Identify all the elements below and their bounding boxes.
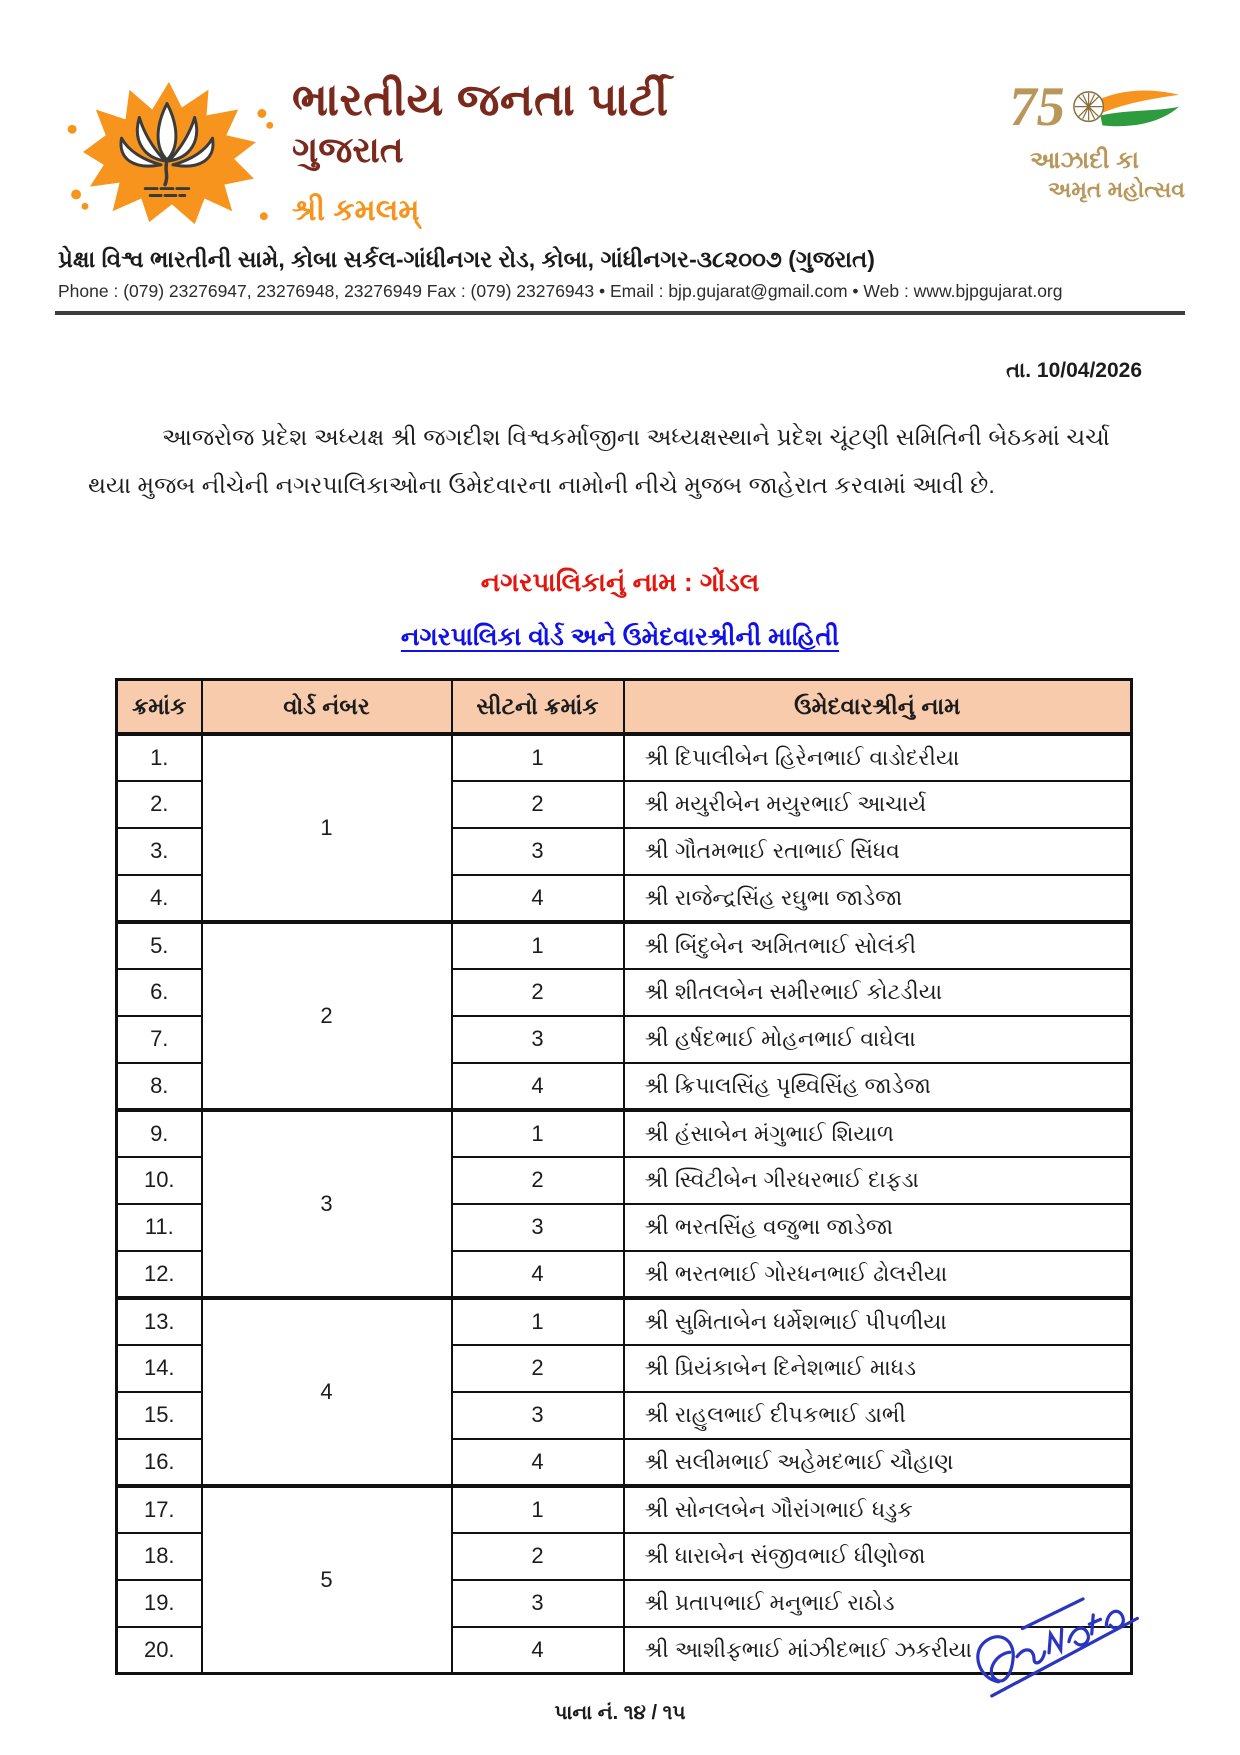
candidate-name-cell: શ્રી બિંદુબેન અમિતભાઈ સોલંકી bbox=[624, 922, 1132, 969]
candidate-name-cell: શ્રી સોનલબેન ગૌરાંગભાઈ ધડુક bbox=[624, 1486, 1132, 1533]
candidate-name-cell: શ્રી દિપાલીબેન હિરેનભાઈ વાડોદરીયા bbox=[624, 734, 1132, 781]
party-region: ગુજરાત bbox=[292, 129, 404, 171]
seat-number-cell: 3 bbox=[452, 1392, 624, 1439]
amrit-line1: આઝાદી કા bbox=[1029, 147, 1139, 174]
candidate-name-cell: શ્રી ભરતસિંહ વજુભા જાડેજા bbox=[624, 1204, 1132, 1251]
seat-number-cell: 3 bbox=[452, 1204, 624, 1251]
seat-number-cell: 1 bbox=[452, 922, 624, 969]
candidate-name-cell: શ્રી હંસાબેન મંગુભાઈ શિયાળ bbox=[624, 1110, 1132, 1157]
candidates-table-body bbox=[117, 734, 1132, 1674]
serial-cell: 17. bbox=[117, 1486, 202, 1533]
letterhead bbox=[0, 0, 1240, 236]
candidate-name-cell: શ્રી ભરતભાઈ ગોરધનભાઈ ઢોલરીયા bbox=[624, 1251, 1132, 1298]
table-row bbox=[117, 1110, 1132, 1157]
table-header-row bbox=[117, 680, 1132, 734]
seat-number-cell: 4 bbox=[452, 875, 624, 922]
candidate-name-cell: શ્રી આશીફભાઈ માંઝીદભાઈ ઝકરીયા bbox=[624, 1627, 1132, 1674]
seat-number-cell: 4 bbox=[452, 1063, 624, 1110]
serial-cell: 14. bbox=[117, 1345, 202, 1392]
seat-number-cell: 1 bbox=[452, 1110, 624, 1157]
seat-number-cell: 2 bbox=[452, 781, 624, 828]
seat-number-cell: 2 bbox=[452, 969, 624, 1016]
india-flag-chakra-icon bbox=[1067, 84, 1185, 145]
serial-cell: 7. bbox=[117, 1016, 202, 1063]
seat-number-cell: 4 bbox=[452, 1627, 624, 1674]
candidate-name-cell: શ્રી સલીમભાઈ અહેમદભાઈ ચૌહાણ bbox=[624, 1439, 1132, 1486]
candidate-name-cell: શ્રી રાજેન્દ્રસિંહ રઘુભા જાડેજા bbox=[624, 875, 1132, 922]
announcement-paragraph: આજરોજ પ્રદેશ અધ્યક્ષ શ્રી જગદીશ વિશ્વકર્માજીના અધ્યક્ષસ્થાને પ્રદેશ ચૂંટણી સમિતિની બેઠકમાં ચર્ચા થયા મુજબ નીચેની નગરપાલિકાઓના ઉમેદવારના નામોની નીચે મુજબ જાહેરાત કરવામાં આવી છે. bbox=[88, 424, 1110, 499]
candidate-name-cell: શ્રી પ્રિયંકાબેન દિનેશભાઈ માધડ bbox=[624, 1345, 1132, 1392]
header-seat-number: સીટનો ક્રમાંક bbox=[452, 680, 624, 734]
seat-number-cell: 1 bbox=[452, 1486, 624, 1533]
municipality-title: નગરપાલિકાનું નામ : ગોંડલ bbox=[480, 567, 760, 598]
serial-cell: 1. bbox=[117, 734, 202, 781]
serial-cell: 9. bbox=[117, 1110, 202, 1157]
date-line: તા. 10/04/2026 bbox=[1006, 359, 1142, 382]
amrit-line2: અમૃત મહોત્સવ bbox=[1048, 177, 1185, 202]
candidate-name-cell: શ્રી પ્રતાપભાઈ મનુભાઈ રાઠોડ bbox=[624, 1580, 1132, 1627]
serial-cell: 18. bbox=[117, 1533, 202, 1580]
serial-cell: 5. bbox=[117, 922, 202, 969]
table-row bbox=[117, 922, 1132, 969]
seat-number-cell: 3 bbox=[452, 1016, 624, 1063]
serial-cell: 19. bbox=[117, 1580, 202, 1627]
seat-number-cell: 2 bbox=[452, 1345, 624, 1392]
seat-number-cell: 4 bbox=[452, 1251, 624, 1298]
bjp-lotus-logo-icon bbox=[58, 68, 276, 236]
seat-number-cell: 3 bbox=[452, 1580, 624, 1627]
ward-number-cell: 3 bbox=[202, 1110, 452, 1298]
table-row bbox=[117, 1298, 1132, 1345]
serial-cell: 12. bbox=[117, 1251, 202, 1298]
letterhead-divider bbox=[55, 311, 1185, 315]
seat-number-cell: 2 bbox=[452, 1533, 624, 1580]
ward-number-cell: 1 bbox=[202, 734, 452, 922]
serial-cell: 20. bbox=[117, 1627, 202, 1674]
amrit-75-numeral: 75 bbox=[1004, 76, 1070, 138]
seat-number-cell: 2 bbox=[452, 1157, 624, 1204]
candidate-name-cell: શ્રી હર્ષદભાઈ મોહનભાઈ વાઘેલા bbox=[624, 1016, 1132, 1063]
serial-cell: 13. bbox=[117, 1298, 202, 1345]
serial-cell: 15. bbox=[117, 1392, 202, 1439]
party-name: ભારતીય જનતા પાર્ટી bbox=[292, 74, 669, 125]
seat-number-cell: 3 bbox=[452, 828, 624, 875]
serial-cell: 3. bbox=[117, 828, 202, 875]
serial-cell: 4. bbox=[117, 875, 202, 922]
serial-cell: 8. bbox=[117, 1063, 202, 1110]
candidate-name-cell: શ્રી રાહુલભાઈ દીપકભાઈ ડાભી bbox=[624, 1392, 1132, 1439]
candidate-name-cell: શ્રી ગૌતમભાઈ રતાભાઈ સિંધવ bbox=[624, 828, 1132, 875]
serial-cell: 16. bbox=[117, 1439, 202, 1486]
seat-number-cell: 1 bbox=[452, 1298, 624, 1345]
candidate-name-cell: શ્રી મયુરીબેન મયુરભાઈ આચાર્ય bbox=[624, 781, 1132, 828]
signature bbox=[962, 1578, 1172, 1698]
contact-line: Phone : (079) 23276947, 23276948, 23276949 Fax : (079) 23276943 • Email : bjp.gujarat@gmail.com • Web : www.bjpgujarat.org bbox=[58, 281, 1063, 301]
candidate-name-cell: શ્રી ધારાબેન સંજીવભાઈ ધીણોજા bbox=[624, 1533, 1132, 1580]
page-number: પાના નં. ૧૪ / ૧૫ bbox=[554, 1702, 686, 1724]
table-row bbox=[117, 734, 1132, 781]
ward-number-cell: 4 bbox=[202, 1298, 452, 1486]
amrit-mahotsav-logo bbox=[970, 68, 1185, 203]
candidate-name-cell: શ્રી સ્વિટીબેન ગીરધરભાઈ દાફડા bbox=[624, 1157, 1132, 1204]
serial-cell: 2. bbox=[117, 781, 202, 828]
header-candidate-name: ઉમેદવારશ્રીનું નામ bbox=[624, 680, 1132, 734]
seat-number-cell: 1 bbox=[452, 734, 624, 781]
table-row bbox=[117, 1486, 1132, 1533]
candidate-name-cell: શ્રી શીતલબેન સમીરભાઈ કોટડીયા bbox=[624, 969, 1132, 1016]
seat-number-cell: 4 bbox=[452, 1439, 624, 1486]
ward-number-cell: 2 bbox=[202, 922, 452, 1110]
office-address: પ્રેક્ષા વિશ્વ ભારતીની સામે, કોબા સર્કલ-ગાંધીનગર રોડ, કોબા, ગાંધીનગર-૩૮૨૦૦૭ (ગુજરાત) bbox=[58, 246, 875, 272]
candidates-table bbox=[115, 678, 1133, 1675]
party-title-block bbox=[292, 68, 669, 228]
serial-cell: 11. bbox=[117, 1204, 202, 1251]
candidate-name-cell: શ્રી સુમિતાબેન ધર્મેશભાઈ પીપળીયા bbox=[624, 1298, 1132, 1345]
party-office-name: શ્રી કમલમ્ bbox=[292, 194, 420, 228]
header-serial: ક્રમાંક bbox=[117, 680, 202, 734]
table-title: નગરપાલિકા વોર્ડ અને ઉમેદવારશ્રીની માહિતી bbox=[400, 623, 840, 652]
candidate-name-cell: શ્રી ક્રિપાલસિંહ પૃથ્વિસિંહ જાડેજા bbox=[624, 1063, 1132, 1110]
header-ward-number: વોર્ડ નંબર bbox=[202, 680, 452, 734]
serial-cell: 10. bbox=[117, 1157, 202, 1204]
serial-cell: 6. bbox=[117, 969, 202, 1016]
ward-number-cell: 5 bbox=[202, 1486, 452, 1674]
